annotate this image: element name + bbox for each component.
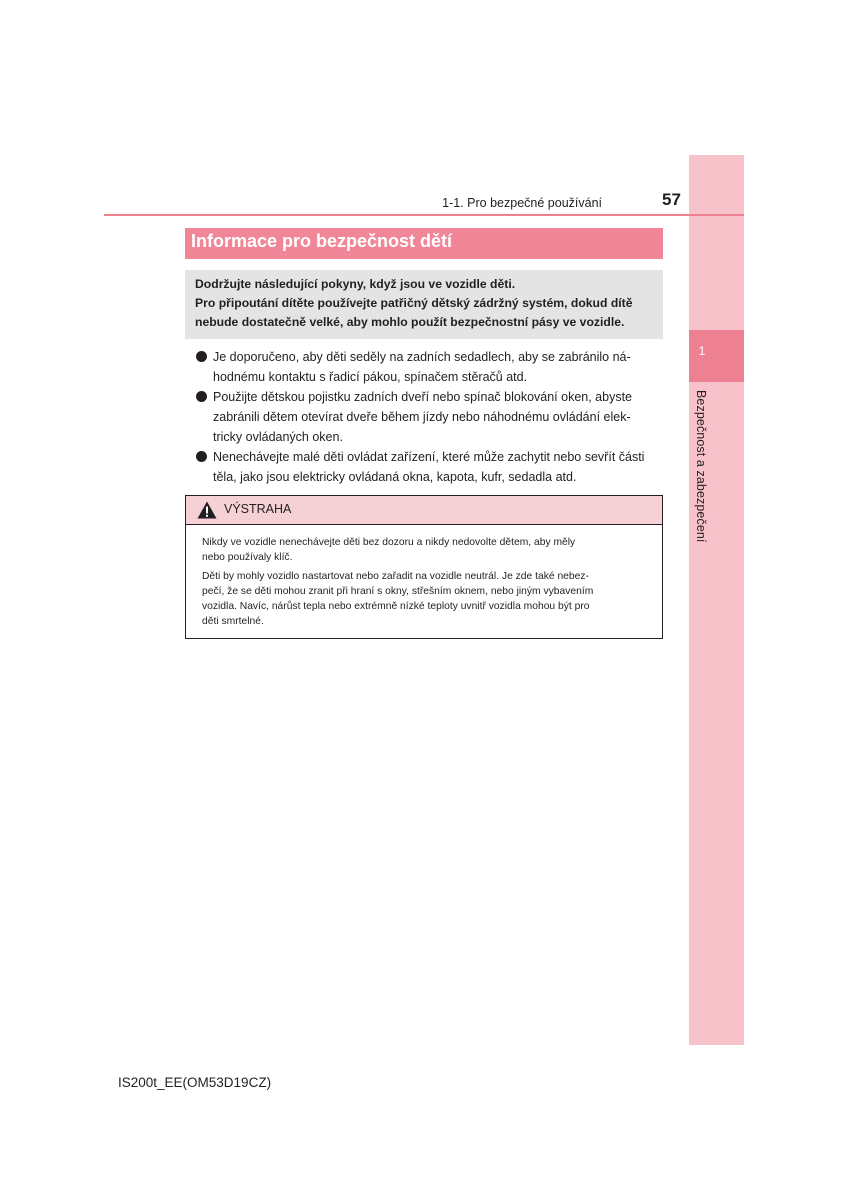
bullet-item [196,447,662,487]
warning-paragraph [202,535,650,565]
bullet-item [196,387,662,447]
warning-line: Nikdy ve vozidle nenechávejte děti bez dozoru a nikdy nedovolte dětem, aby měly [202,537,576,548]
warning-line: nebo používaly klíč. [202,552,293,563]
chapter-number: 1 [698,344,706,358]
bullet-list [196,347,662,487]
warning-label: VÝSTRAHA [224,502,292,516]
warning-line: pečí, že se děti mohou zranit při hraní s okny, střešním oknem, nebo jiným vybavením [202,586,594,597]
document-code: IS200t_EE(OM53D19CZ) [118,1075,272,1090]
bullet-item [196,347,662,387]
header-section-title: 1-1. Pro bezpečné používání [442,196,602,210]
bullet-dot-icon [196,391,207,402]
chapter-side-tab [689,155,744,1045]
bullet-line: tricky ovládaných oken. [213,430,343,444]
bullet-line: těla, jako jsou elektricky ovládaná okna, kapota, kufr, sedadla atd. [213,470,577,484]
warning-paragraph [202,569,650,629]
intro-line: Pro připoutání dítěte používejte patřičný dětský zádržný systém, dokud dítě [195,296,633,310]
chapter-label: Bezpečnost a zabezpečení [694,390,708,543]
section-title: Informace pro bezpečnost dětí [191,231,453,251]
warning-line: Děti by mohly vozidlo nastartovat nebo zařadit na vozidle neutrál. Je zde také nebez- [202,571,589,582]
warning-header [186,496,662,525]
warning-body [186,525,662,629]
bullet-line: Použijte dětskou pojistku zadních dveří nebo spínač blokování oken, abyste [213,390,633,404]
warning-line: děti smrtelné. [202,616,264,627]
intro-line: Dodržujte následující pokyny, když jsou ve vozidle děti. [195,277,516,291]
bullet-dot-icon [196,451,207,462]
section-title-bar [185,228,663,259]
bullet-dot-icon [196,351,207,362]
intro-line: nebude dostatečně velké, aby mohlo použít bezpečnostní pásy ve vozidle. [195,315,625,329]
warning-line: vozidla. Navíc, nárůst tepla nebo extrémně nízké teploty uvnitř vozidla mohou být pro [202,601,590,612]
bullet-line: zabránili dětem otevírat dveře během jízdy nebo náhodnému ovládání elek- [213,410,631,424]
bullet-line: Je doporučeno, aby děti seděly na zadních sedadlech, aby se zabránilo ná- [213,350,631,364]
bullet-line: Nenechávejte malé děti ovládat zařízení, které může zachytit nebo sevřít části [213,450,645,464]
warning-box [185,495,663,639]
header-rule [104,214,744,216]
intro-box [185,270,663,339]
page-number: 57 [662,190,681,209]
bullet-line: hodnému kontaktu s řadicí pákou, spínačem stěračů atd. [213,370,528,384]
warning-triangle-icon [197,501,217,519]
